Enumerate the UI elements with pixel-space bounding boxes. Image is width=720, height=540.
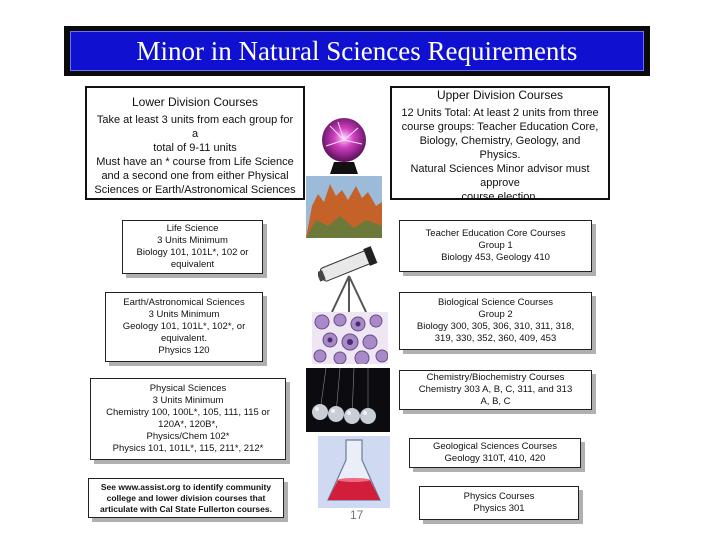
life-line: Biology 101, 101L*, 102 or [136, 247, 249, 258]
plasma-globe-image [312, 114, 376, 176]
biological-line: Group 2 [478, 309, 513, 320]
telescope-image [318, 240, 380, 312]
upper-division-box [390, 86, 610, 203]
teacher-line: Biology 453, Geology 410 [441, 252, 550, 263]
biological-line: 319, 330, 352, 360, 409, 453 [434, 333, 557, 344]
earth-line: Physics 120 [158, 345, 210, 356]
chem-line: Chemistry 303 A, B, C, 311, and 313 [418, 384, 573, 395]
lower-line: Must have an * course from Life Science [96, 156, 294, 168]
chem-line: A, B, C [480, 396, 511, 407]
teacher-line: Group 1 [478, 240, 513, 251]
life-line: 3 Units Minimum [157, 235, 228, 246]
lower-division-box [85, 86, 305, 200]
physical-line: Physics 101, 101L*, 115, 211*, 212* [112, 443, 264, 454]
life-line: Life Science [166, 223, 219, 234]
life-science-box [122, 220, 263, 274]
physical-sciences-box [90, 378, 286, 460]
upper-line: Natural Sciences Minor advisor must approve [410, 163, 590, 189]
physical-line: Chemistry 100, 100L*, 105, 111, 115 or [106, 407, 270, 418]
biological-line: Biological Science Courses [437, 297, 554, 308]
physics-line: Physics 301 [473, 503, 525, 514]
assist-note-box [88, 478, 284, 518]
earth-line: equivalent. [161, 333, 207, 344]
geological-sciences-box [409, 438, 581, 468]
lower-line: total of 9-11 units [153, 142, 237, 154]
biological-line: Biology 300, 305, 306, 310, 311, 318, [416, 321, 575, 332]
newtons-cradle-image [306, 368, 390, 432]
geo-line: Geological Sciences Courses [432, 441, 558, 452]
physical-line: Physics/Chem 102* [146, 431, 230, 442]
page-number: 17 [350, 508, 364, 522]
chemistry-box [399, 370, 592, 410]
life-line: equivalent [170, 259, 215, 270]
lower-line: Take at least 3 units from each group for a [96, 114, 294, 140]
chem-line: Chemistry/Biochemistry Courses [426, 372, 565, 383]
upper-line: course election. [461, 191, 539, 203]
geo-line: Geology 310T, 410, 420 [444, 453, 546, 464]
biological-science-box [399, 292, 592, 350]
lower-division-heading: Lower Division Courses [131, 95, 259, 109]
teacher-line: Teacher Education Core Courses [425, 228, 566, 239]
lower-line: Sciences or Earth/Astronomical Sciences [94, 184, 296, 196]
assist-line: articulate with Cal State Fullerton courses. [100, 503, 272, 514]
lower-line: and a second one from either Physical [101, 170, 289, 182]
assist-line: See www.assist.org to identify community [100, 481, 272, 492]
cells-micrograph-image [312, 312, 388, 364]
physics-courses-box [419, 486, 579, 520]
title-banner [64, 26, 650, 76]
physical-line: Physical Sciences [149, 383, 227, 394]
physical-line: 120A*, 120B*, [158, 419, 218, 430]
teacher-education-box [399, 220, 592, 272]
assist-line: college and lower division courses that [106, 492, 266, 503]
upper-line: course groups: Teacher Education Core, [401, 121, 599, 133]
earth-line: Geology 101, 101L*, 102*, or [122, 321, 246, 332]
earth-astronomical-box [105, 292, 263, 362]
upper-line: Biology, Chemistry, Geology, and Physics. [419, 135, 581, 161]
upper-division-heading: Upper Division Courses [436, 88, 564, 102]
flask-image [318, 436, 390, 508]
physics-line: Physics Courses [463, 491, 535, 502]
rock-formation-image [306, 176, 382, 238]
page-title: Minor in Natural Sciences Requirements [70, 31, 644, 71]
earth-line: 3 Units Minimum [148, 309, 220, 320]
physical-line: 3 Units Minimum [152, 395, 224, 406]
earth-line: Earth/Astronomical Sciences [123, 297, 245, 308]
upper-line: 12 Units Total: At least 2 units from three [401, 107, 599, 119]
